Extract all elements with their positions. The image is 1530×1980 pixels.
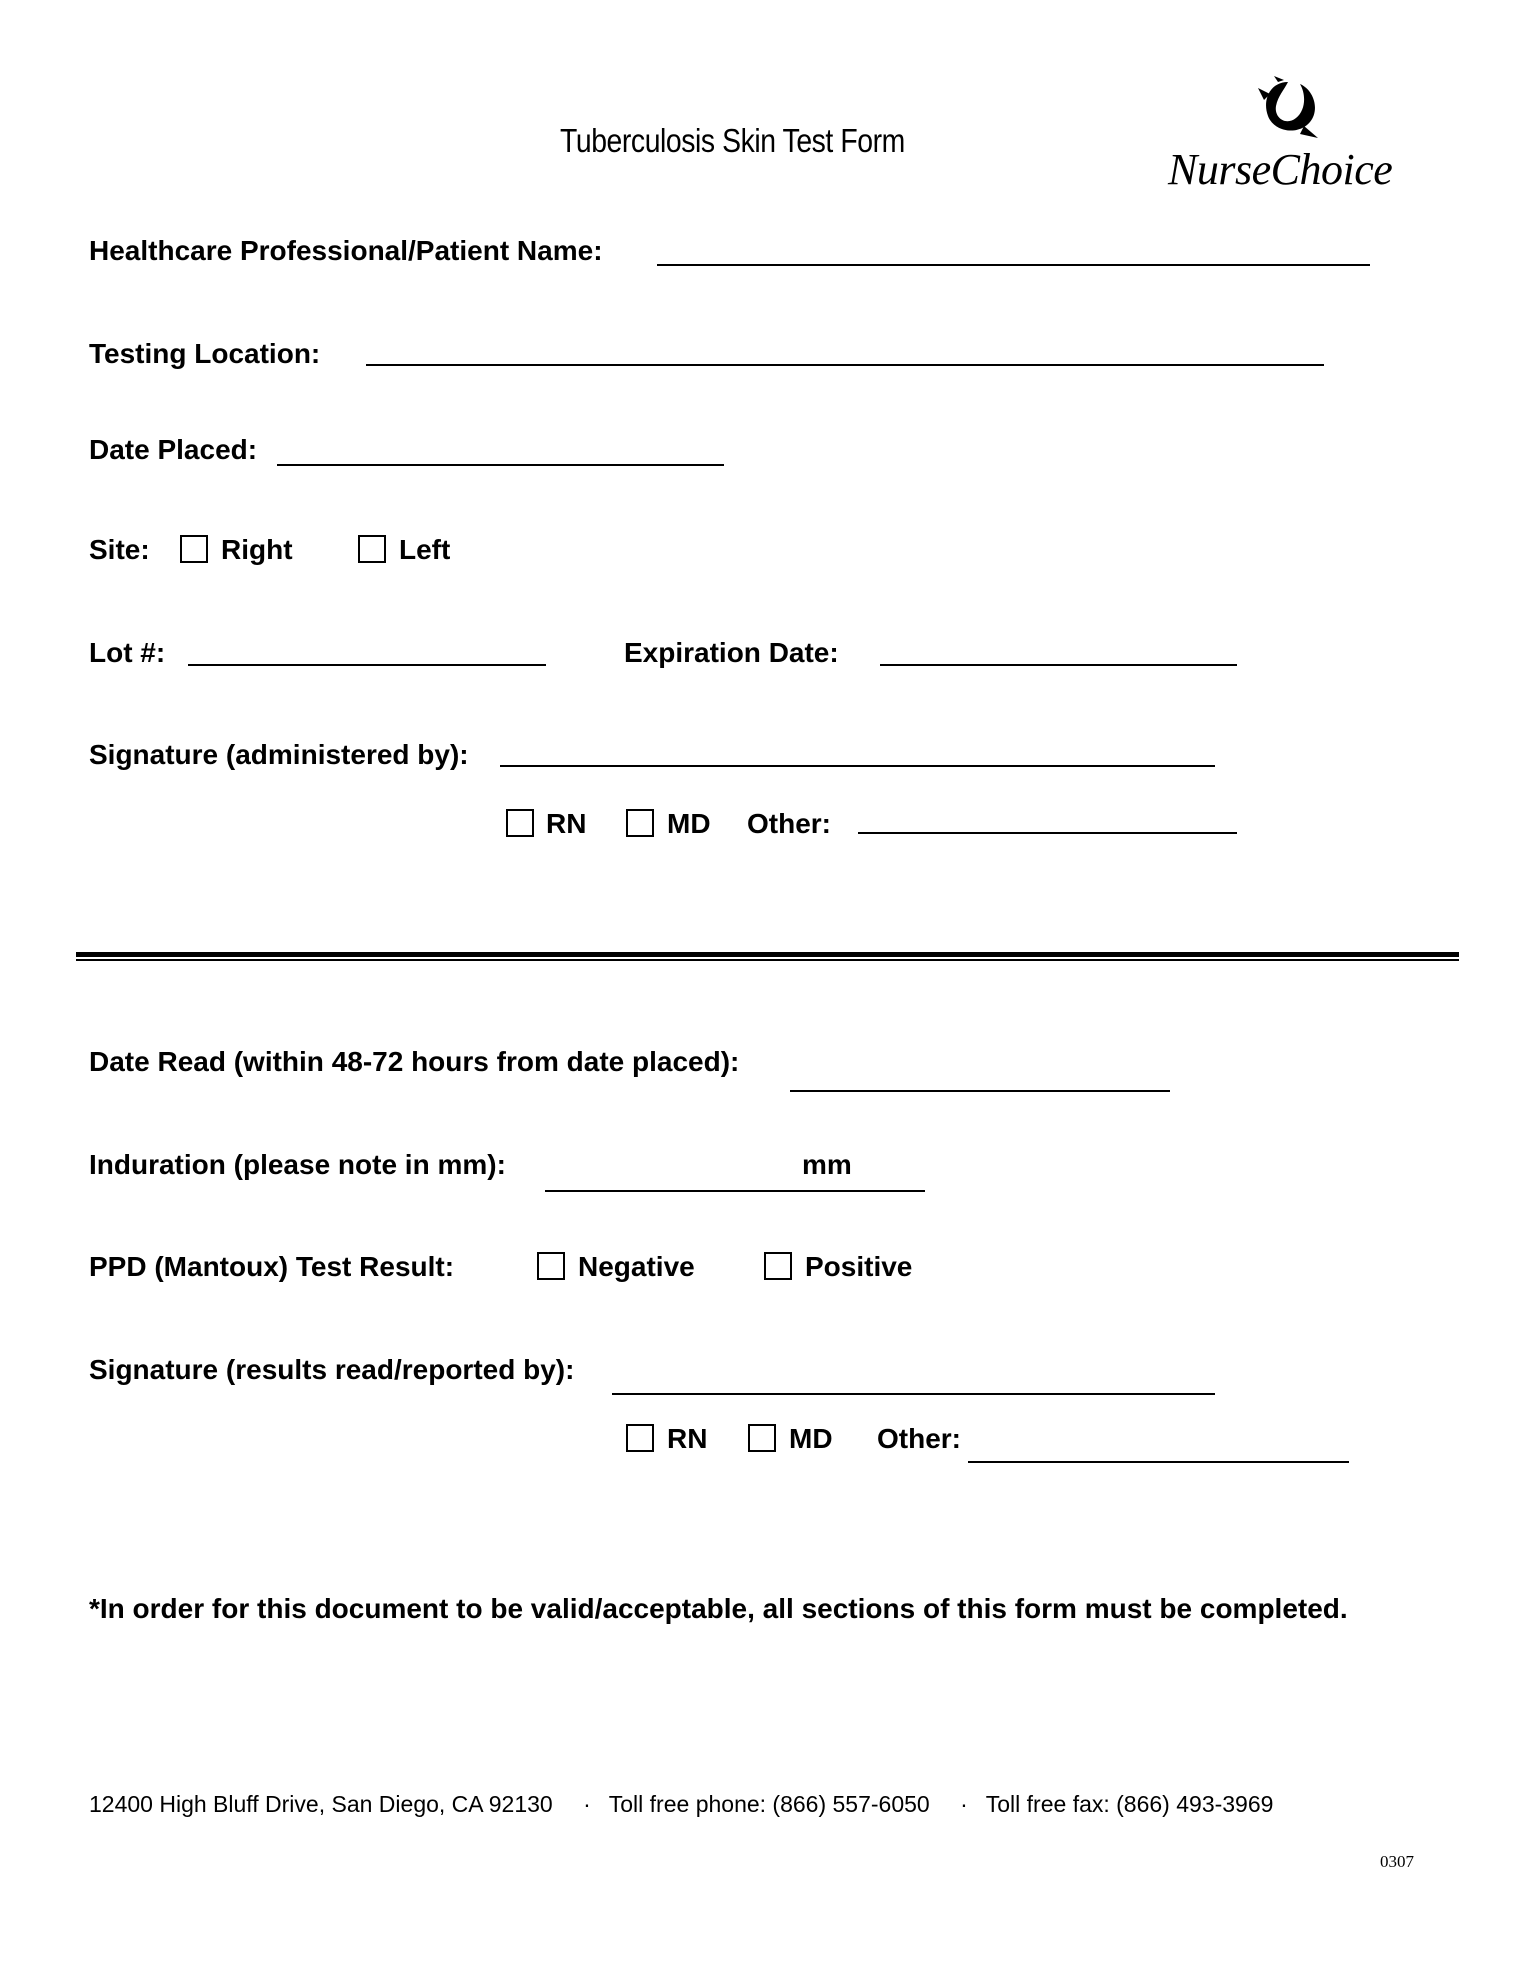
read-md-checkbox[interactable] [748,1424,776,1452]
site-right-label: Right [221,534,293,565]
logo-wordmark: NurseChoice [1168,145,1393,194]
footer-separator: · [583,1791,591,1817]
name-field[interactable] [657,264,1370,266]
footer-phone: Toll free phone: (866) 557-6050 [608,1791,930,1817]
footer-address: 12400 High Bluff Drive, San Diego, CA 92130 [89,1791,553,1817]
expiration-field[interactable] [880,664,1237,666]
read-rn-label: RN [667,1423,708,1454]
footer-separator: · [960,1791,968,1817]
ppd-label: PPD (Mantoux) Test Result: [89,1251,455,1282]
ppd-positive-checkbox[interactable] [764,1252,792,1280]
location-field[interactable] [366,364,1324,366]
sig-admin-field[interactable] [500,765,1215,767]
site-left-label: Left [399,534,451,565]
date-read-label: Date Read (within 48-72 hours from date placed): [89,1046,740,1077]
nursechoice-logo [1168,76,1428,196]
induration-field[interactable] [545,1190,925,1192]
sig-read-label: Signature (results read/reported by): [89,1354,575,1385]
lot-field[interactable] [188,664,546,666]
admin-md-label: MD [667,808,711,839]
admin-other-label: Other: [747,808,831,839]
read-other-field[interactable] [968,1461,1349,1463]
sig-admin-label: Signature (administered by): [89,739,469,770]
ppd-negative-checkbox[interactable] [537,1252,565,1280]
admin-md-checkbox[interactable] [626,809,654,837]
induration-unit: mm [802,1149,852,1180]
footer [89,1790,1273,1818]
location-label: Testing Location: [89,338,321,369]
admin-other-field[interactable] [858,832,1237,834]
form-code: 0307 [1380,1852,1414,1871]
nursechoice-emblem-icon [1248,76,1328,146]
lot-label: Lot #: [89,637,166,668]
admin-rn-label: RN [546,808,587,839]
date-placed-label: Date Placed: [89,434,258,465]
validity-note: *In order for this document to be valid/acceptable, all sections of this form must be completed. [89,1593,1348,1624]
name-label: Healthcare Professional/Patient Name: [89,235,603,266]
date-read-field[interactable] [790,1090,1170,1092]
induration-label: Induration (please note in mm): [89,1149,506,1180]
ppd-negative-label: Negative [578,1251,695,1282]
ppd-positive-label: Positive [805,1251,913,1282]
read-rn-checkbox[interactable] [626,1424,654,1452]
read-md-label: MD [789,1423,833,1454]
footer-fax: Toll free fax: (866) 493-3969 [985,1791,1274,1817]
sig-read-field[interactable] [612,1393,1215,1395]
site-left-checkbox[interactable] [358,535,386,563]
read-other-label: Other: [877,1423,961,1454]
date-placed-field[interactable] [277,464,724,466]
page-title: Tuberculosis Skin Test Form [560,122,905,159]
site-label: Site: [89,534,150,565]
site-right-checkbox[interactable] [180,535,208,563]
admin-rn-checkbox[interactable] [506,809,534,837]
section-divider [76,952,1459,962]
expiration-label: Expiration Date: [624,637,839,668]
